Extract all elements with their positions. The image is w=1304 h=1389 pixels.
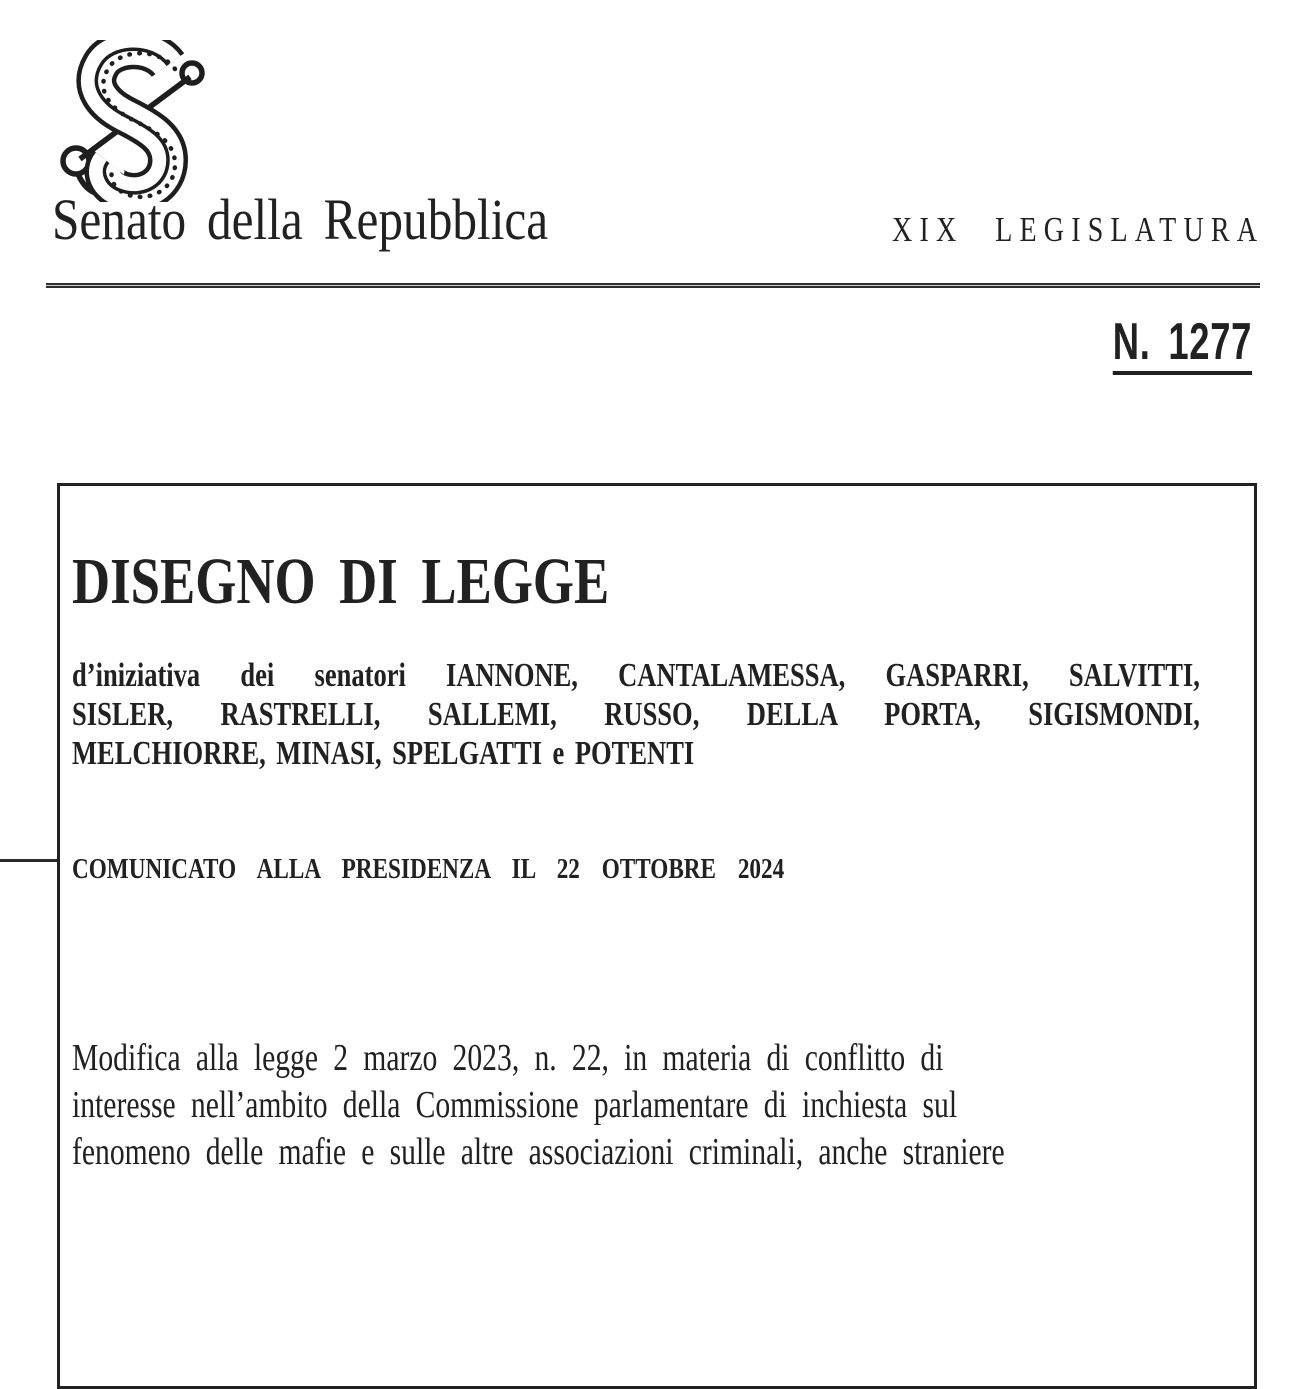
header-divider-rule: [46, 283, 1260, 288]
text-line: fenomeno delle mafie e sulle altre associazioni criminali, anche straniere: [72, 1131, 1005, 1173]
text-line: SISLER, RASTRELLI, SALLEMI, RUSSO, DELLA PORTA, SIGISMONDI,: [72, 696, 1200, 733]
bill-title: DISEGNO DI LEGGE: [72, 545, 610, 618]
page-fold-mark: [0, 859, 57, 862]
bill-subject: [72, 1035, 1258, 1176]
text-line: Modifica alla legge 2 marzo 2023, n. 22, in materia di conflitto di: [72, 1037, 944, 1079]
text-line: d’iniziativa dei senatori IANNONE, CANTALAMESSA, GASPARRI, SALVITTI,: [72, 657, 1200, 694]
bill-initiative-senators: [72, 656, 1200, 773]
institution-name: Senato della Repubblica: [52, 187, 549, 252]
senato-ornate-s-emblem-icon: [56, 40, 206, 202]
bill-communicated-date: COMUNICATO ALLA PRESIDENZA IL 22 OTTOBRE 2024: [72, 853, 785, 885]
text-line: interesse nell’ambito della Commissione parlamentare di inchiesta sul: [72, 1084, 958, 1126]
bill-frame-box: [57, 483, 1257, 1389]
legislature-label: XIX LEGISLATURA: [891, 210, 1264, 249]
text-line: MELCHIORRE, MINASI, SPELGATTI e POTENTI: [72, 735, 695, 772]
bill-number: N. 1277: [1113, 316, 1252, 375]
